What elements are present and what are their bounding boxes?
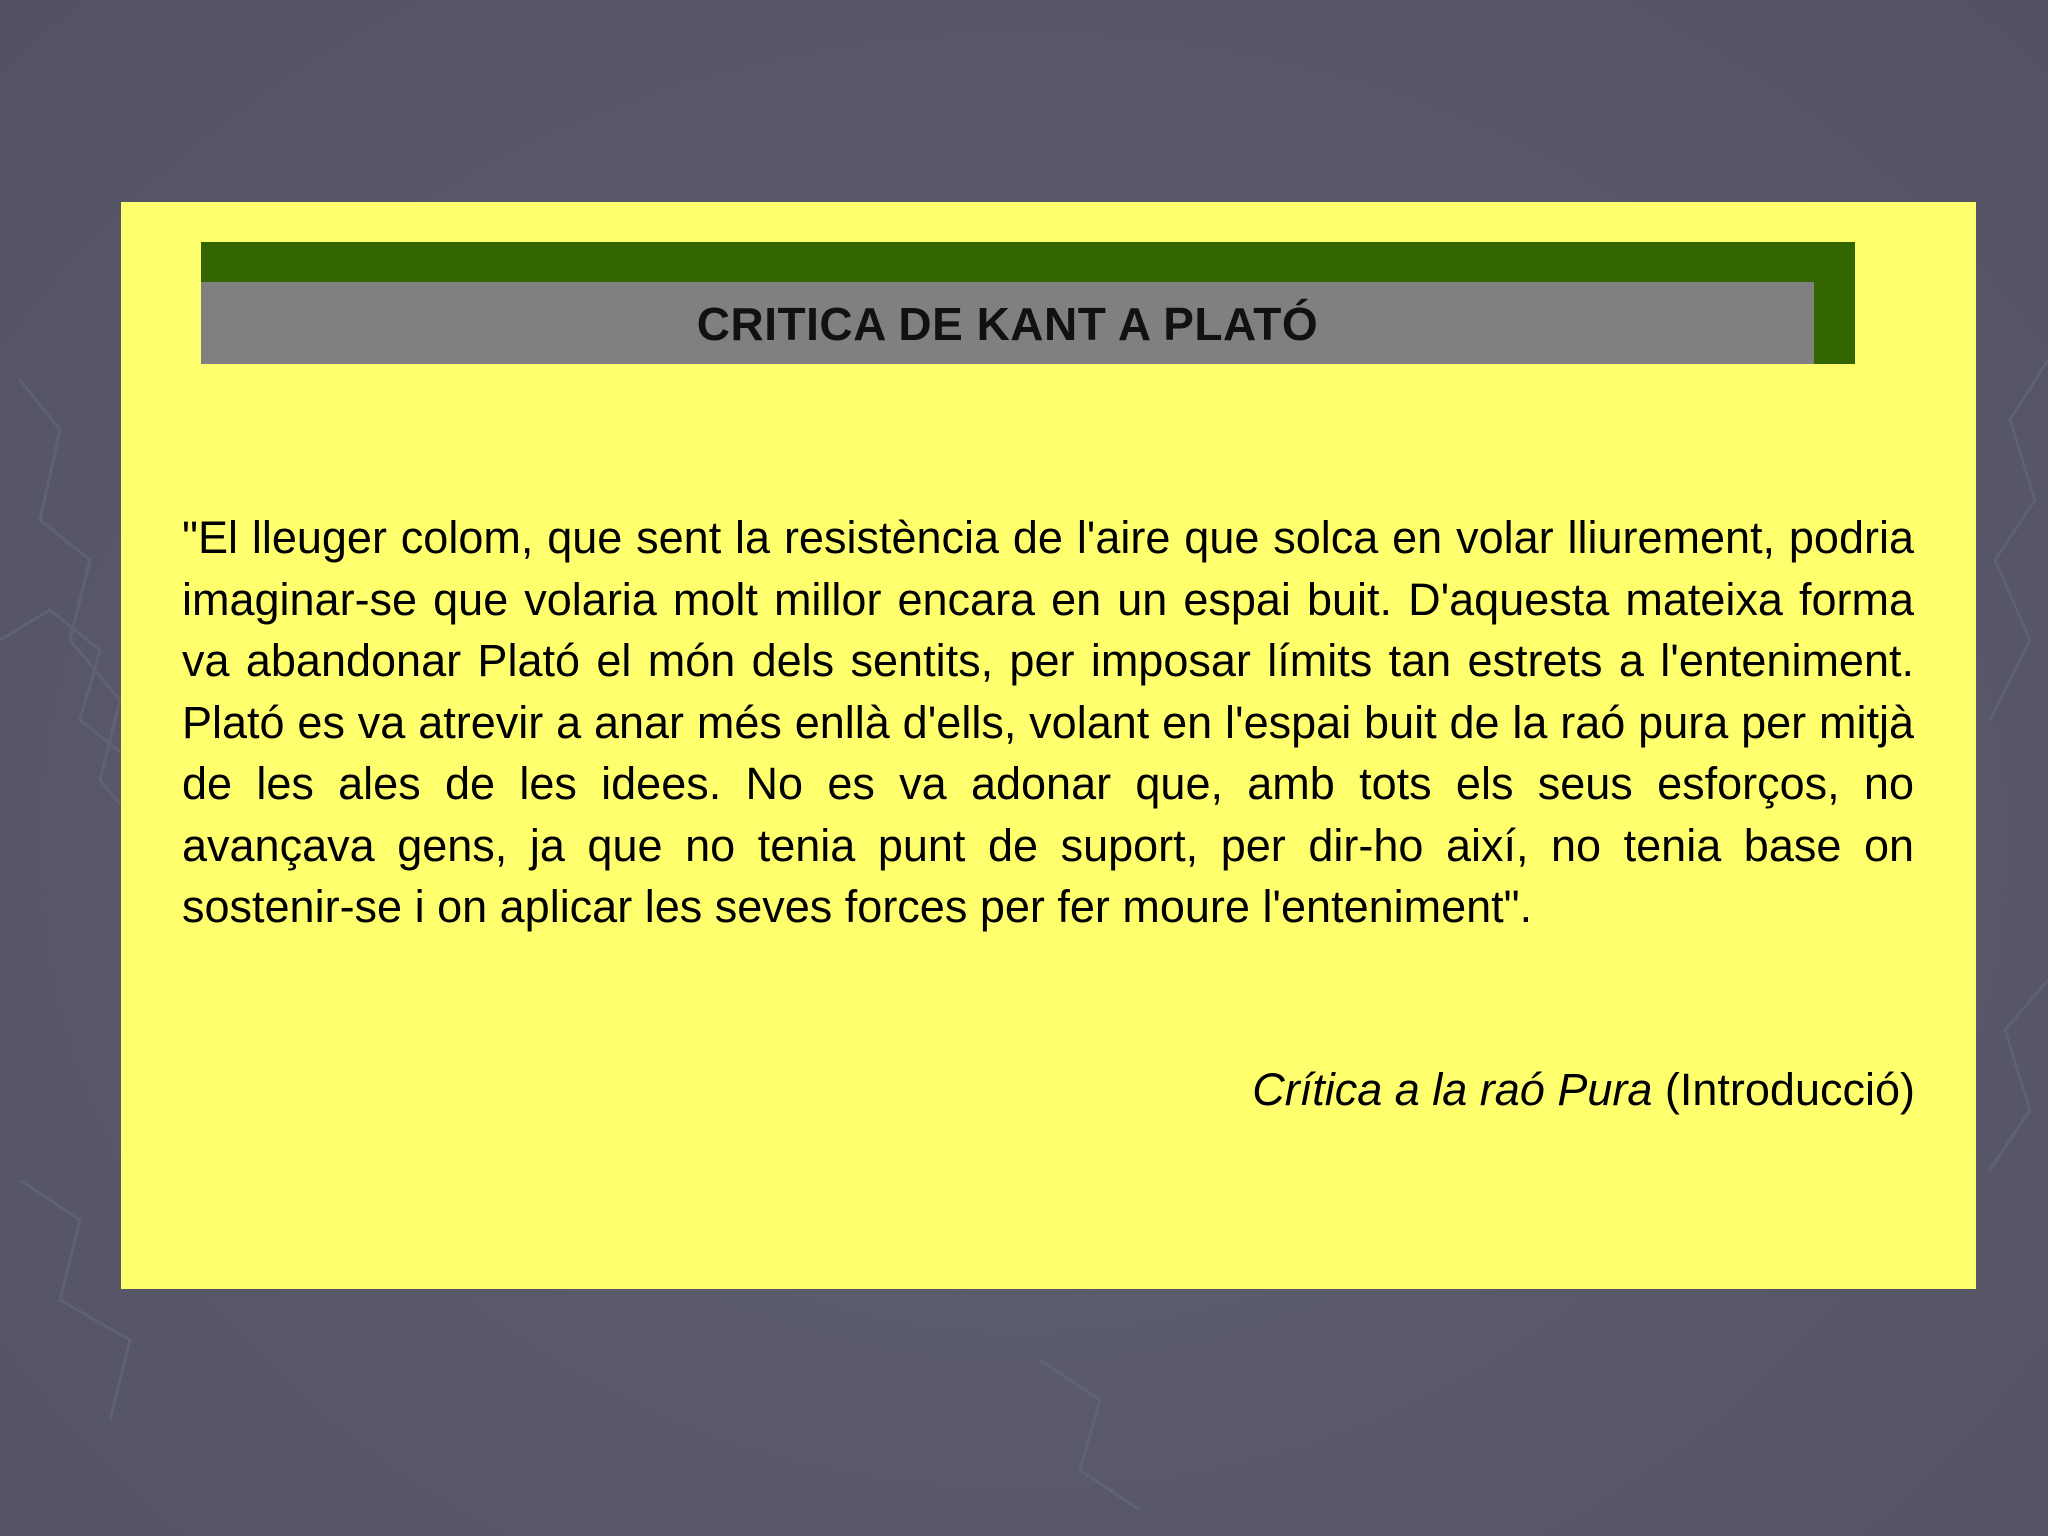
kant-quote: "El lleuger colom, que sent la resistència de l'aire que solca en volar lliurement, podria imaginar-se que volaria molt millor encara en un espai buit. D'aquesta mateixa forma va abandonar Plató el món dels sentits, per imposar límits tan estrets a l'enteniment. Plató es va atrevir a anar més enllà d'ells, volant en l'espai buit de la raó pura per mitjà de les ales de les idees. No es va adonar que, amb tots els seus esforços, no avançava gens, ja que no tenia punt de suport, per dir-ho així, no tenia base on sostenir-se i on aplicar les seves forces per fer moure l'enteniment". bbox=[182, 512, 1914, 932]
citation-section: (Introducció) bbox=[1664, 1064, 1915, 1115]
citation bbox=[1252, 1060, 1915, 1120]
content-card bbox=[121, 202, 1976, 1289]
slide-title: CRITICA DE KANT A PLATÓ bbox=[696, 298, 1319, 350]
title-box bbox=[201, 282, 1814, 364]
citation-work: Crítica a la raó Pura bbox=[1252, 1064, 1653, 1115]
